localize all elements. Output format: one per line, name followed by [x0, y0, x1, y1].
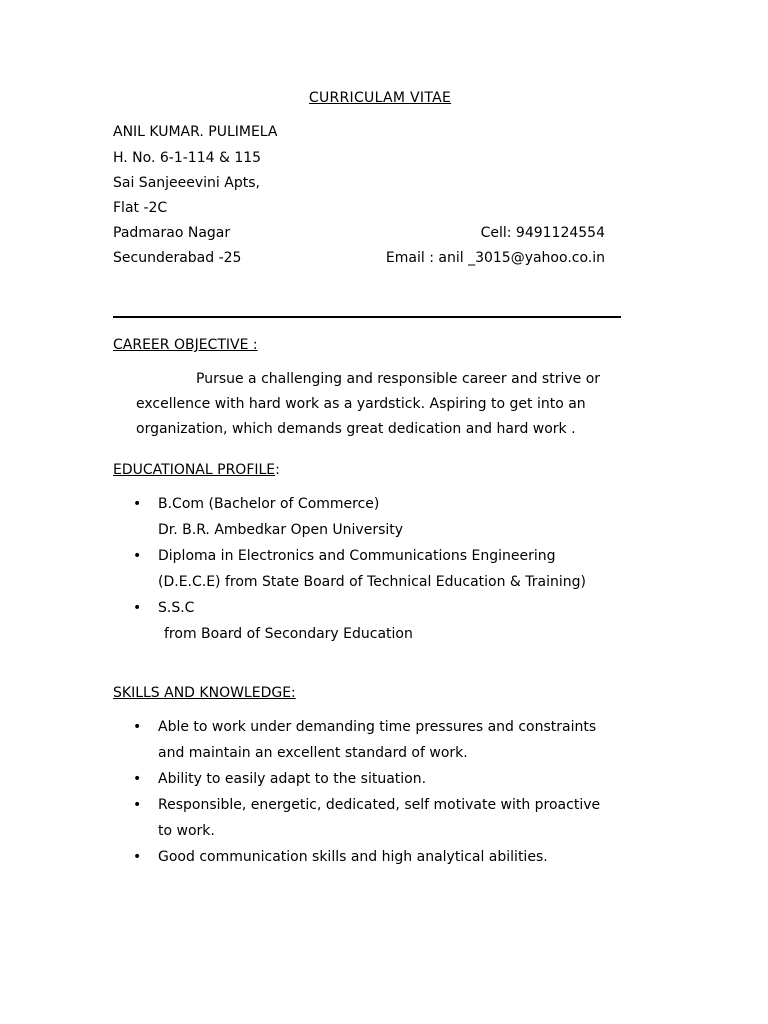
skill-item-text: to work.: [158, 823, 215, 839]
skill-item-text: and maintain an excellent standard of work.: [158, 745, 468, 761]
candidate-name: ANIL KUMAR. PULIMELA: [113, 124, 278, 140]
heading-colon: :: [275, 462, 280, 478]
education-item-detail: Dr. B.R. Ambedkar Open University: [158, 522, 404, 538]
address-line: Sai Sanjeeevini Apts,: [113, 175, 260, 191]
horizontal-divider: [113, 316, 621, 318]
educational-profile-heading-text: EDUCATIONAL PROFILE: [113, 462, 276, 478]
list-item: [113, 714, 633, 766]
bullet-icon: •: [133, 600, 142, 616]
address-line: H. No. 6-1-114 & 115: [113, 150, 262, 166]
bullet-icon: •: [133, 771, 142, 787]
objective-line: Pursue a challenging and responsible career and strive or: [196, 371, 601, 387]
skill-item-text: Able to work under demanding time pressures and constraints: [158, 719, 597, 735]
list-item: [113, 543, 633, 595]
skill-item-text: Responsible, energetic, dedicated, self motivate with proactive: [158, 797, 601, 813]
list-item: [113, 766, 633, 792]
address-line: Flat -2C: [113, 200, 168, 216]
skill-item-text: Good communication skills and high analytical abilities.: [158, 849, 548, 865]
address-line: Padmarao Nagar: [113, 225, 231, 241]
education-item-detail: from Board of Secondary Education: [164, 626, 413, 642]
list-item: [113, 595, 633, 647]
list-item: [113, 491, 633, 543]
skills-heading: SKILLS AND KNOWLEDGE:: [113, 685, 296, 701]
cell-number: Cell: 9491124554: [480, 225, 605, 241]
bullet-icon: •: [133, 548, 142, 564]
skills-list: [113, 714, 633, 870]
address-line: Secunderabad -25: [113, 250, 242, 266]
objective-line: excellence with hard work as a yardstick. Aspiring to get into an: [136, 396, 586, 412]
education-list: [113, 491, 633, 647]
educational-profile-heading: [113, 462, 280, 478]
document-title: CURRICULAM VITAE: [308, 90, 452, 106]
list-item: [113, 844, 633, 870]
bullet-icon: •: [133, 797, 142, 813]
objective-line: organization, which demands great dedication and hard work .: [136, 421, 576, 437]
career-objective-heading: CAREER OBJECTIVE :: [113, 337, 258, 353]
bullet-icon: •: [133, 496, 142, 512]
education-item-title: Diploma in Electronics and Communications Engineering: [158, 548, 556, 564]
education-item-detail: (D.E.C.E) from State Board of Technical Education & Training): [158, 574, 587, 590]
list-item: [113, 792, 633, 844]
bullet-icon: •: [133, 849, 142, 865]
education-item-title: S.S.C: [158, 600, 195, 616]
skill-item-text: Ability to easily adapt to the situation.: [158, 771, 427, 787]
education-item-title: B.Com (Bachelor of Commerce): [158, 496, 380, 512]
email-address: Email : anil _3015@yahoo.co.in: [385, 250, 605, 266]
bullet-icon: •: [133, 719, 142, 735]
